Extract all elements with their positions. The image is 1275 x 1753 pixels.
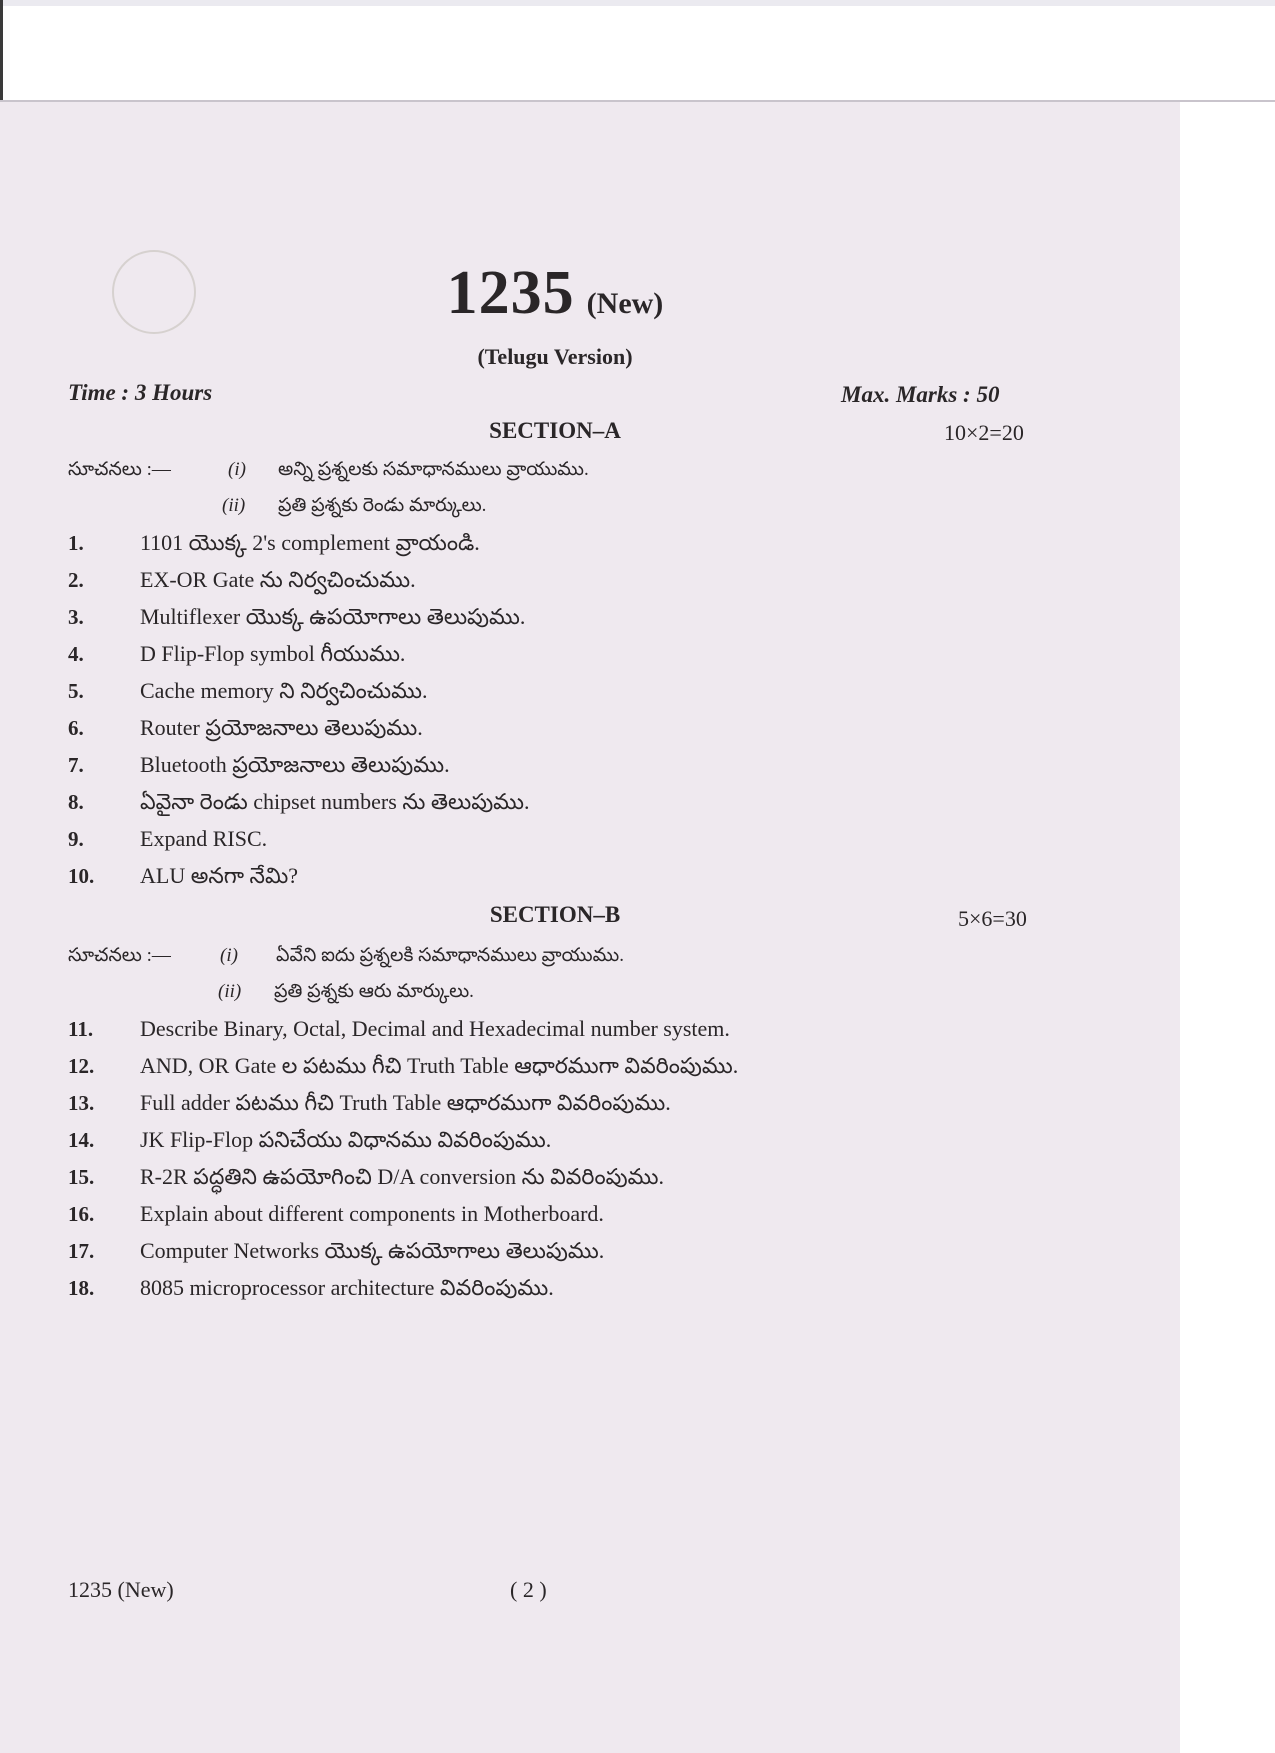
question-number: 16. xyxy=(68,1202,95,1226)
question-text: Describe Binary, Octal, Decimal and Hexadecimal number system. xyxy=(140,1016,730,1041)
section-b-instruction-num: (ii) xyxy=(218,981,242,1002)
question-number: 14. xyxy=(68,1128,95,1152)
question-number: 17. xyxy=(68,1239,95,1263)
question-number: 18. xyxy=(68,1276,95,1300)
section-b-instruction-text: ఏవేని ఐదు ప్రశ్నలకి సమాధానములు వ్రాయుము. xyxy=(276,945,625,966)
footer-page-number: ( 2 ) xyxy=(510,1577,547,1602)
question-number: 6. xyxy=(68,716,84,740)
question-text: Computer Networks యొక్క ఉపయోగాలు తెలుపుము. xyxy=(140,1238,605,1263)
question-text: Router ప్రయోజనాలు తెలుపుము. xyxy=(140,715,423,740)
paper-version: (Telugu Version) xyxy=(477,344,633,369)
section-a-instruction-num: (ii) xyxy=(222,495,246,516)
question-number: 15. xyxy=(68,1165,95,1189)
scan-left-mark xyxy=(0,0,3,100)
question-number: 2. xyxy=(68,568,84,592)
time-allowed: Time : 3 Hours xyxy=(68,380,213,405)
question-text: R-2R పద్ధతిని ఉపయోగించి D/A conversion ను వివరింపుము. xyxy=(140,1164,664,1189)
question-text: EX-OR Gate ను నిర్వచించుము. xyxy=(140,567,416,592)
question-number: 1. xyxy=(68,531,84,555)
section-b-marks: 5×6=30 xyxy=(958,906,1027,931)
max-marks: Max. Marks : 50 xyxy=(841,382,1000,407)
paper-code: 1235 xyxy=(446,259,575,327)
section-a-instruction-text: ప్రతి ప్రశ్నకు రెండు మార్కులు. xyxy=(278,495,487,516)
scan-margin xyxy=(1180,102,1275,1753)
question-text: ALU అనగా నేమి? xyxy=(140,863,299,888)
question-text: Bluetooth ప్రయోజనాలు తెలుపుము. xyxy=(140,752,450,777)
question-text: Full adder పటము గీచి Truth Table ఆధారముగా వివరింపుము. xyxy=(140,1090,671,1115)
section-a-instruction-text: అన్ని ప్రశ్నలకు సమాధానములు వ్రాయుము. xyxy=(278,459,589,480)
question-number: 13. xyxy=(68,1091,95,1115)
section-a-instructions-label: సూచనలు :— xyxy=(68,459,171,480)
question-text: JK Flip-Flop పనిచేయు విధానము వివరింపుము. xyxy=(140,1127,552,1152)
section-b-instructions-label: సూచనలు :— xyxy=(68,945,171,966)
question-number: 8. xyxy=(68,790,84,814)
footer-paper-code: 1235 (New) xyxy=(68,1577,174,1602)
question-number: 3. xyxy=(68,605,84,629)
question-text: 1101 యొక్క 2's complement వ్రాయండి. xyxy=(140,530,480,555)
paper-code-suffix: (New) xyxy=(586,287,664,320)
question-number: 4. xyxy=(68,642,84,666)
question-number: 5. xyxy=(68,679,84,703)
question-text: AND, OR Gate ల పటము గీచి Truth Table ఆధారముగా వివరింపుము. xyxy=(140,1053,739,1078)
question-number: 12. xyxy=(68,1054,95,1078)
section-a-marks: 10×2=20 xyxy=(944,420,1024,445)
question-text: Multiflexer యొక్క ఉపయోగాలు తెలుపుము. xyxy=(140,604,526,629)
question-number: 7. xyxy=(68,753,84,777)
section-b-instruction-num: (i) xyxy=(220,945,238,966)
question-number: 11. xyxy=(68,1017,94,1041)
section-b-instruction-text: ప్రతి ప్రశ్నకు ఆరు మార్కులు. xyxy=(274,981,474,1002)
question-text: 8085 microprocessor architecture వివరింపుము. xyxy=(140,1275,554,1300)
question-text: Explain about different components in Motherboard. xyxy=(140,1201,604,1226)
section-a-title: SECTION–A xyxy=(489,418,621,443)
question-text: ఏవైనా రెండు chipset numbers ను తెలుపుము. xyxy=(140,789,530,814)
question-text: Expand RISC. xyxy=(140,826,268,851)
question-text: D Flip-Flop symbol గీయుము. xyxy=(140,641,406,666)
section-a-instruction-num: (i) xyxy=(228,459,246,480)
question-number: 10. xyxy=(68,864,95,888)
question-text: Cache memory ని నిర్వచించుము. xyxy=(140,678,428,703)
paper-title xyxy=(0,258,1110,329)
scan-top-edge xyxy=(0,0,1275,6)
section-b-title: SECTION–B xyxy=(489,902,621,927)
question-number: 9. xyxy=(68,827,84,851)
